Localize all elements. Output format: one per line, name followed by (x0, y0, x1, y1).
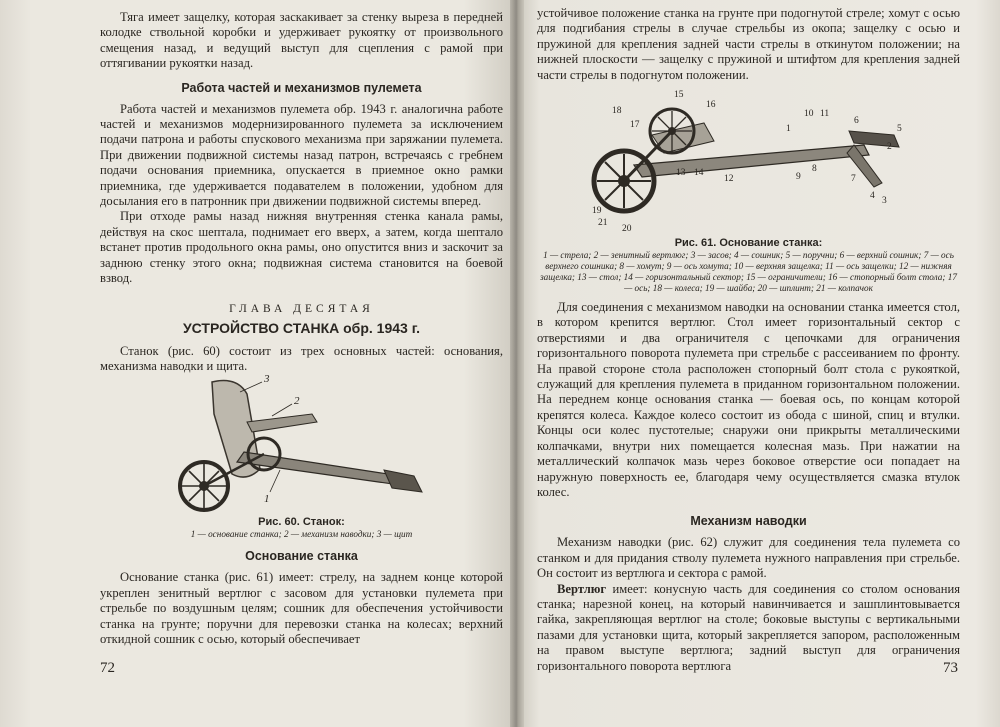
figure-60 (100, 374, 503, 540)
right-page (515, 0, 1000, 727)
figure-legend: 1 — основание станка; 2 — механизм наводки; 3 — щит (190, 529, 413, 540)
fig61-label: 16 (705, 100, 715, 111)
paragraph-text: имеет: конусную часть для соединения со столом основания станка; нарезной конец, на который навинчивается и зашплинтовывается гайка, закрепляющая вертлюг на столе; боковые выступы с вертикальными пазами для установки щита, который закрепляется запором, расположенным на правом выступе вертлюга; задний выступ для ограничения горизонтального поворота вертлюга (537, 581, 960, 673)
page-number: 72 (100, 660, 115, 676)
paragraph: Работа частей и механизмов пулемета обр. 1943 г. аналогична работе частей и механизмов модернизированного пулемета за исключением подачи патрона и работы спускового механизма при заряжании пулемета. При движении подвижной системы назад патрон, встречаясь с гребнем подачи основания приемника, опускается в приемное окно рамки приемника, где удерживается подавателем в положении, удобном для досылания его в патронник при движении подвижной системы вперед. (100, 101, 503, 209)
paragraph: Тяга имеет защелку, которая заскакивает за стенку выреза в передней колодке ствольной коробки и удерживает рукоятку от произвольного смещения назад, и ведущий выступ для сцепления с рамой при оттягивании рукоятки назад. (100, 10, 503, 71)
fig61-label: 21 (597, 218, 607, 229)
fig61-label: 8 (811, 164, 817, 175)
page-number: 73 (943, 660, 958, 676)
book-gutter (510, 0, 524, 727)
fig60-label: 1 (263, 493, 269, 506)
mount-base-drawing (564, 83, 934, 235)
fig61-label: 14 (693, 168, 703, 179)
paragraph: Станок (рис. 60) состоит из трех основных частей: основания, механизма наводки и щита. (100, 343, 503, 373)
chapter-title: УСТРОЙСТВО СТАНКА обр. 1943 г. (182, 319, 421, 336)
fig61-label: 19 (591, 206, 601, 217)
fig61-label: 15 (673, 90, 683, 101)
fig60-label: 3 (263, 374, 269, 386)
fig61-label: 18 (611, 106, 621, 117)
fig61-label: 17 (629, 120, 639, 131)
fig61-label: 20 (621, 224, 631, 235)
paragraph: Основание станка (рис. 61) имеет: стрелу, на заднем конце которой укреплен зенитный вертлюг с засовом для установки пулемета при стрельбе по воздушным целям; сошник для обеспечения устойчивости станка на грунте; поручни для перевозки станка на колесах; верхний откидной сошник с осью, который обеспечивает (100, 570, 503, 646)
fig61-label: 13 (675, 168, 685, 179)
fig61-label: 5 (896, 124, 902, 135)
fig61-label: 3 (881, 196, 887, 207)
figure-caption: Рис. 60. Станок: (258, 516, 345, 529)
section-title: Работа частей и механизмов пулемета (181, 80, 422, 95)
figure-61 (537, 83, 960, 294)
fig61-label: 4 (869, 191, 875, 202)
fig61-label: 10 (803, 109, 813, 120)
fig61-label: 11 (819, 109, 829, 120)
fig61-label: 12 (723, 174, 733, 185)
paragraph: Для соединения с механизмом наводки на основании станка имеется стол, в котором крепится вертлюг. Стол имеет горизонтальный сектор с отверстиями и два ограничителя с цепочками для ограничения горизонтального поворота пулемета при стрельбе с рассеиванием по фронту. На правой стороне стола расположен стопорный болт стола с рукояткой, служащий для крепления пулемета в приданном горизонтальном положении. На переднем конце основания станка — боевая ось, по концам которой крепятся колеса. Каждое колесо состоит из обода с шиной, спиц и втулки. Концы оси колес пустотелые; снаружи они прикрыты металлическими колпачками, внутри них помещается колесная мазь. При нажатии на металлический колпачок мазь через боковое отверстие оси попадает на наружную поверхность ее, благодаря чему осуществляется смазка втулок колес. (537, 300, 960, 499)
paragraph: устойчивое положение станка на грунте при подогнутой стреле; хомут с осью для подгибания стрелы в случае стрельбы из окопа; защелку с осью и пружиной для крепления задней части стрелы в откинутом положении; на нижней плоскости — защелку с пружиной и штифтом для крепления задней части стрелы в подогнутом положении. (537, 6, 960, 82)
fig61-label: 6 (853, 116, 859, 127)
fig61-label: 7 (850, 174, 856, 185)
fig60-label: 2 (293, 395, 299, 408)
term-vertlyug: Вертлюг (557, 581, 607, 596)
fig61-label: 9 (795, 172, 801, 183)
machine-gun-mount-drawing (152, 374, 452, 514)
section-title: Основание станка (245, 549, 358, 564)
figure-legend: 1 — стрела; 2 — зенитный вертлюг; 3 — засов; 4 — сошник; 5 — поручни; 6 — верхний сошник; 7 — ось верхнего сошника; 8 — хомут; 9 — ось хомута; 10 — верхняя защелка; 11 — ось защелки; 12 — нижняя защелка; 13 — стол; 14 — горизонтальный сектор; 15 — ограничители; 16 — стопорный болт стола; 17 — ось; 18 — колеса; 19 — шайба; 20 — шплинт; 21 — колпачок (540, 250, 957, 294)
section-title: Механизм наводки (690, 514, 807, 529)
paragraph (537, 582, 960, 674)
fig61-label: 1 (785, 124, 791, 135)
fig61-label: 2 (886, 142, 892, 153)
figure-caption: Рис. 61. Основание станка: (674, 237, 823, 250)
paragraph: При отходе рамы назад нижняя внутренняя стенка канала рамы, действуя на скос шептала, поднимает его вверх, а затем, когда шептало встанет против продольного окна рамы, оно опустится вниз и заскочит за заднюю стенку этого окна; подвижная система становится на боевой взвод. (100, 209, 503, 286)
paragraph: Механизм наводки (рис. 62) служит для соединения тела пулемета со станком и для придания стволу пулемета нужного направления при стрельбе. Он состоит из вертлюга и сектора с рамой. (537, 535, 960, 581)
chapter-heading: ГЛАВА ДЕСЯТАЯ (229, 302, 374, 315)
